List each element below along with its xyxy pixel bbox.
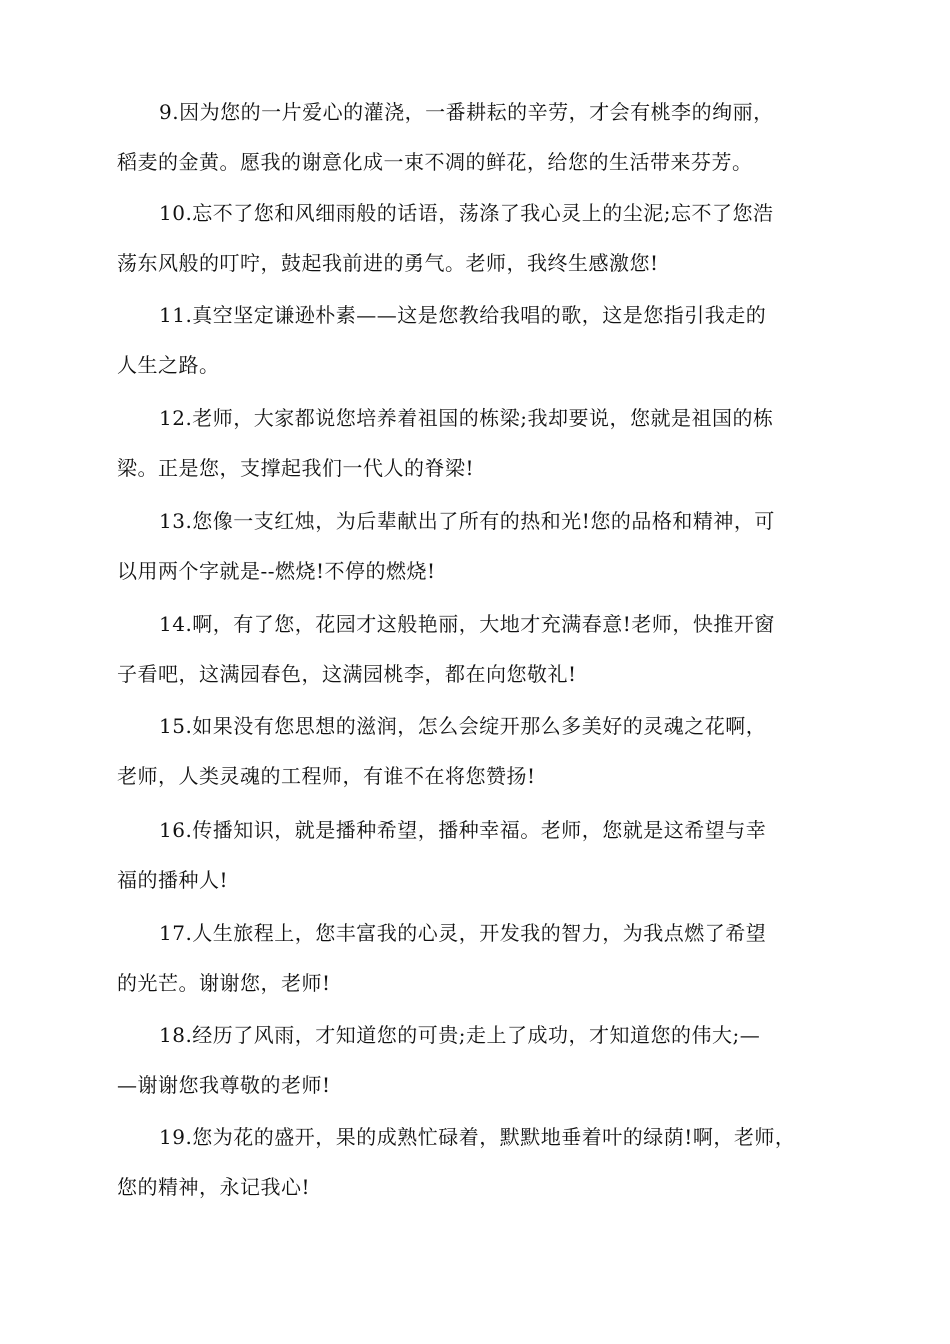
- paragraph-line: 19.您为花的盛开，果的成熟忙碌着，默默地垂着叶的绿荫!啊，老师，: [159, 1125, 796, 1149]
- paragraph-15: [117, 701, 857, 801]
- paragraph-line: 人生之路。: [117, 353, 220, 377]
- paragraph-line: 15.如果没有您思想的滋润，怎么会绽开那么多美好的灵魂之花啊，: [159, 714, 767, 738]
- paragraph-line: 子看吧，这满园春色，这满园桃李，都在向您敬礼!: [117, 662, 577, 686]
- paragraph-line: 梁。正是您，支撑起我们一代人的脊梁!: [117, 456, 475, 480]
- paragraph-17: [117, 908, 857, 1008]
- paragraph-12: [117, 393, 857, 493]
- paragraph-line: 13.您像一支红烛，为后辈献出了所有的热和光!您的品格和精神，可: [159, 509, 775, 533]
- paragraph-line: 老师，人类灵魂的工程师，有谁不在将您赞扬!: [117, 764, 536, 788]
- paragraph-16: [117, 805, 857, 905]
- paragraph-line: —谢谢您我尊敬的老师!: [117, 1073, 331, 1097]
- paragraph-line: 荡东风般的叮咛，鼓起我前进的勇气。老师，我终生感激您!: [117, 251, 659, 275]
- paragraph-line: 10.忘不了您和风细雨般的话语，荡涤了我心灵上的尘泥;忘不了您浩: [159, 201, 774, 225]
- paragraph-line: 9.因为您的一片爱心的灌浇，一番耕耘的辛劳，才会有桃李的绚丽，: [159, 100, 774, 124]
- paragraph-line: 福的播种人!: [117, 868, 229, 892]
- paragraph-line: 17.人生旅程上，您丰富我的心灵，开发我的智力，为我点燃了希望: [159, 921, 767, 945]
- paragraph-18: [117, 1010, 857, 1110]
- paragraph-line: 14.啊，有了您，花园才这般艳丽，大地才充满春意!老师，快推开窗: [159, 612, 775, 636]
- paragraph-11: [117, 290, 857, 390]
- paragraph-line: 以用两个字就是--燃烧!不停的燃烧!: [117, 559, 436, 583]
- paragraph-9: [117, 87, 857, 187]
- paragraph-line: 稻麦的金黄。愿我的谢意化成一束不凋的鲜花，给您的生活带来芬芳。: [117, 150, 753, 174]
- paragraph-line: 您的精神，永记我心!: [117, 1175, 311, 1199]
- paragraph-13: [117, 496, 857, 596]
- paragraph-10: [117, 188, 857, 288]
- paragraph-line: 的光芒。谢谢您，老师!: [117, 971, 331, 995]
- paragraph-line: 16.传播知识，就是播种希望，播种幸福。老师，您就是这希望与幸: [159, 818, 767, 842]
- paragraph-line: 18.经历了风雨，才知道您的可贵;走上了成功，才知道您的伟大;—: [159, 1023, 761, 1047]
- paragraph-line: 11.真空坚定谦逊朴素——这是您教给我唱的歌，这是您指引我走的: [159, 303, 767, 327]
- paragraph-14: [117, 599, 857, 699]
- paragraph-line: 12.老师，大家都说您培养着祖国的栋梁;我却要说，您就是祖国的栋: [159, 406, 774, 430]
- paragraph-19: [117, 1112, 857, 1212]
